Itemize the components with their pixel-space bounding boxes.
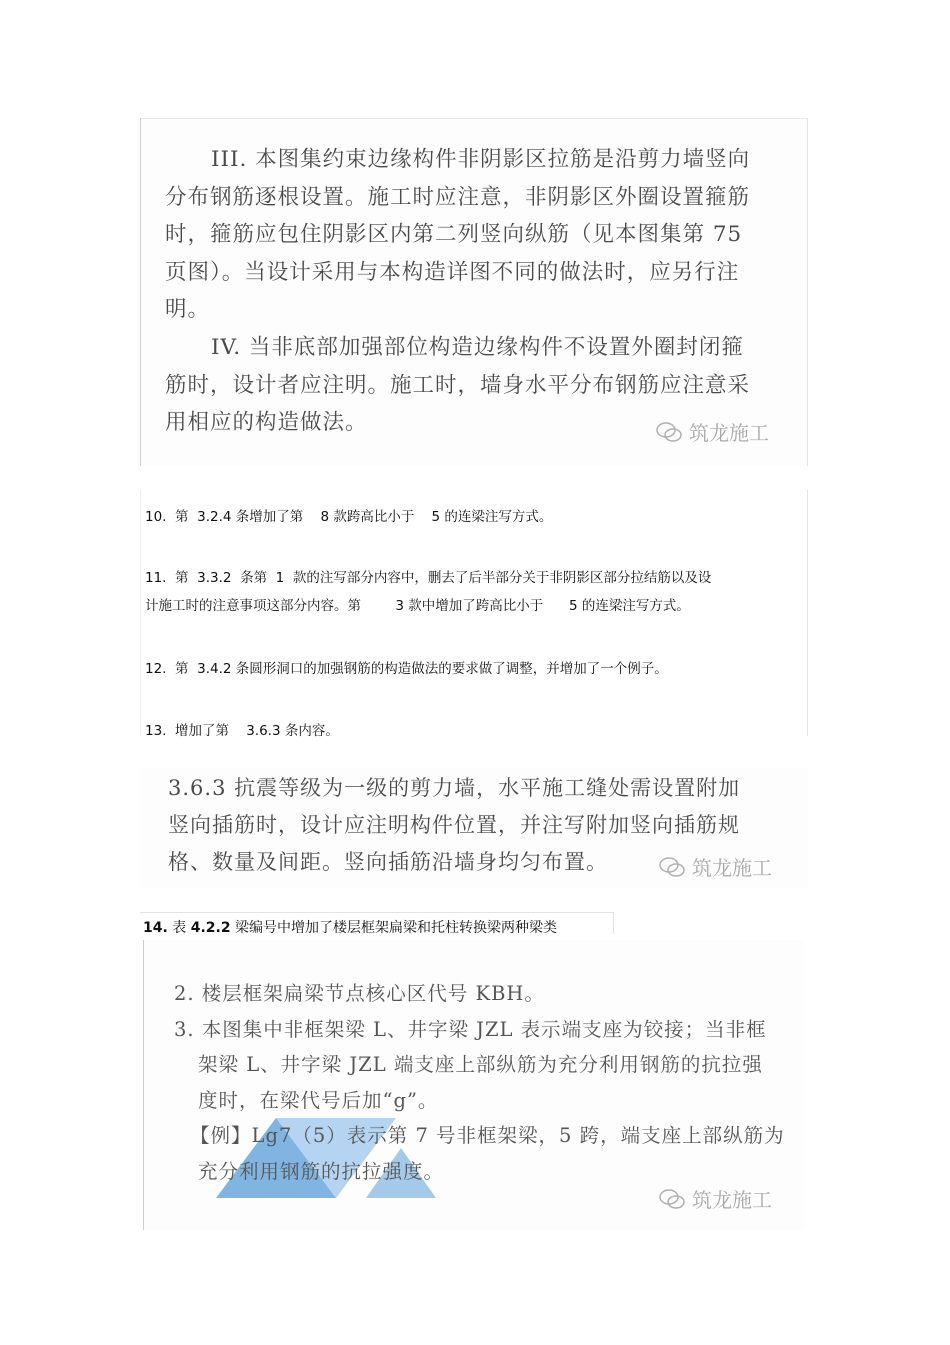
scanned-excerpt-3 [143, 940, 805, 1230]
item14-prefix: 表 [167, 920, 191, 936]
wechat-logo-icon [658, 1188, 686, 1210]
excerpt3-line: 度时，在梁代号后加“g”。 [198, 1088, 439, 1112]
watermark [658, 852, 772, 881]
change-list [140, 490, 808, 739]
wechat-logo-icon [658, 856, 686, 878]
scanned-excerpt-2 [140, 768, 808, 888]
excerpt2-line: 3.6.3 抗震等级为一级的剪力墙，水平施工缝处需设置附加 [168, 776, 741, 800]
excerpt3-line: 2. 楼层框架扁梁节点核心区代号 KBH。 [174, 982, 545, 1005]
excerpt1-line: 分布钢筋逐根设置。施工时应注意，非阴影区外圈设置箍筋 [165, 184, 751, 210]
excerpt3-line: 【例】Lg7（5）表示第 7 号非框架梁，5 跨，端支座上部纵筋为 [190, 1124, 785, 1147]
list-item-14 [140, 912, 614, 934]
excerpt1-line: 时，箍筋应包住阴影区内第二列竖向纵筋（见本图集第 75 [165, 222, 743, 247]
excerpt1-line: 明。 [165, 297, 211, 322]
excerpt3-line: 架梁 L、井字梁 JZL 端支座上部纵筋为充分利用钢筋的抗拉强 [198, 1053, 763, 1076]
excerpt1-line: IV. 当非底部加强部位构造边缘构件不设置外圈封闭箍 [211, 335, 744, 360]
scanned-excerpt-1 [140, 118, 808, 466]
wechat-logo-icon [655, 421, 683, 443]
watermark-text: 筑龙施工 [692, 856, 772, 880]
excerpt1-line: 用相应的构造做法。 [165, 410, 368, 435]
watermark-text: 筑龙施工 [692, 1188, 772, 1212]
watermark [655, 417, 769, 446]
item14-text: 梁编号中增加了楼层框架扁梁和托柱转换梁两种梁类 [230, 920, 558, 936]
excerpt1-line: III. 本图集约束边缘构件非阴影区拉筋是沿剪力墙竖向 [211, 147, 751, 172]
list-item-13: 13. 增加了第 3.6.3 条内容。 [145, 723, 339, 739]
watermark [658, 1184, 772, 1213]
list-item-11-continued: 计施工时的注意事项这部分内容。第 3 款中增加了跨高比小于 5 的连梁注写方式。 [145, 598, 690, 614]
excerpt2-line: 格、数量及间距。竖向插筋沿墙身均匀布置。 [168, 850, 608, 874]
list-item-10: 10. 第 3.2.4 条增加了第 8 款跨高比小于 5 的连梁注写方式。 [145, 509, 553, 525]
excerpt3-line: 3. 本图集中非框架梁 L、井字梁 JZL 表示端支座为铰接；当非框 [174, 1017, 767, 1041]
excerpt3-line: 充分利用钢筋的抗拉强度。 [198, 1159, 445, 1183]
item14-code: 4.2.2 [190, 920, 231, 936]
excerpt1-line: 筋时，设计者应注明。施工时，墙身水平分布钢筋应注意采 [165, 372, 751, 398]
excerpt1-line: 页图）。当设计采用与本构造详图不同的做法时，应另行注 [165, 259, 740, 285]
item14-number: 14. [143, 920, 168, 936]
list-item-11: 11. 第 3.3.2 条第 1 款的注写部分内容中，删去了后半部分关于非阴影区部分拉结筋以及设 [145, 570, 712, 586]
excerpt1-paragraph-iii [165, 141, 777, 329]
watermark-text: 筑龙施工 [689, 421, 769, 445]
list-item-12: 12. 第 3.4.2 条圆形洞口的加强钢筋的构造做法的要求做了调整，并增加了一个例子。 [145, 661, 668, 677]
excerpt2-line: 竖向插筋时，设计应注明构件位置，并注写附加竖向插筋规 [168, 813, 740, 837]
